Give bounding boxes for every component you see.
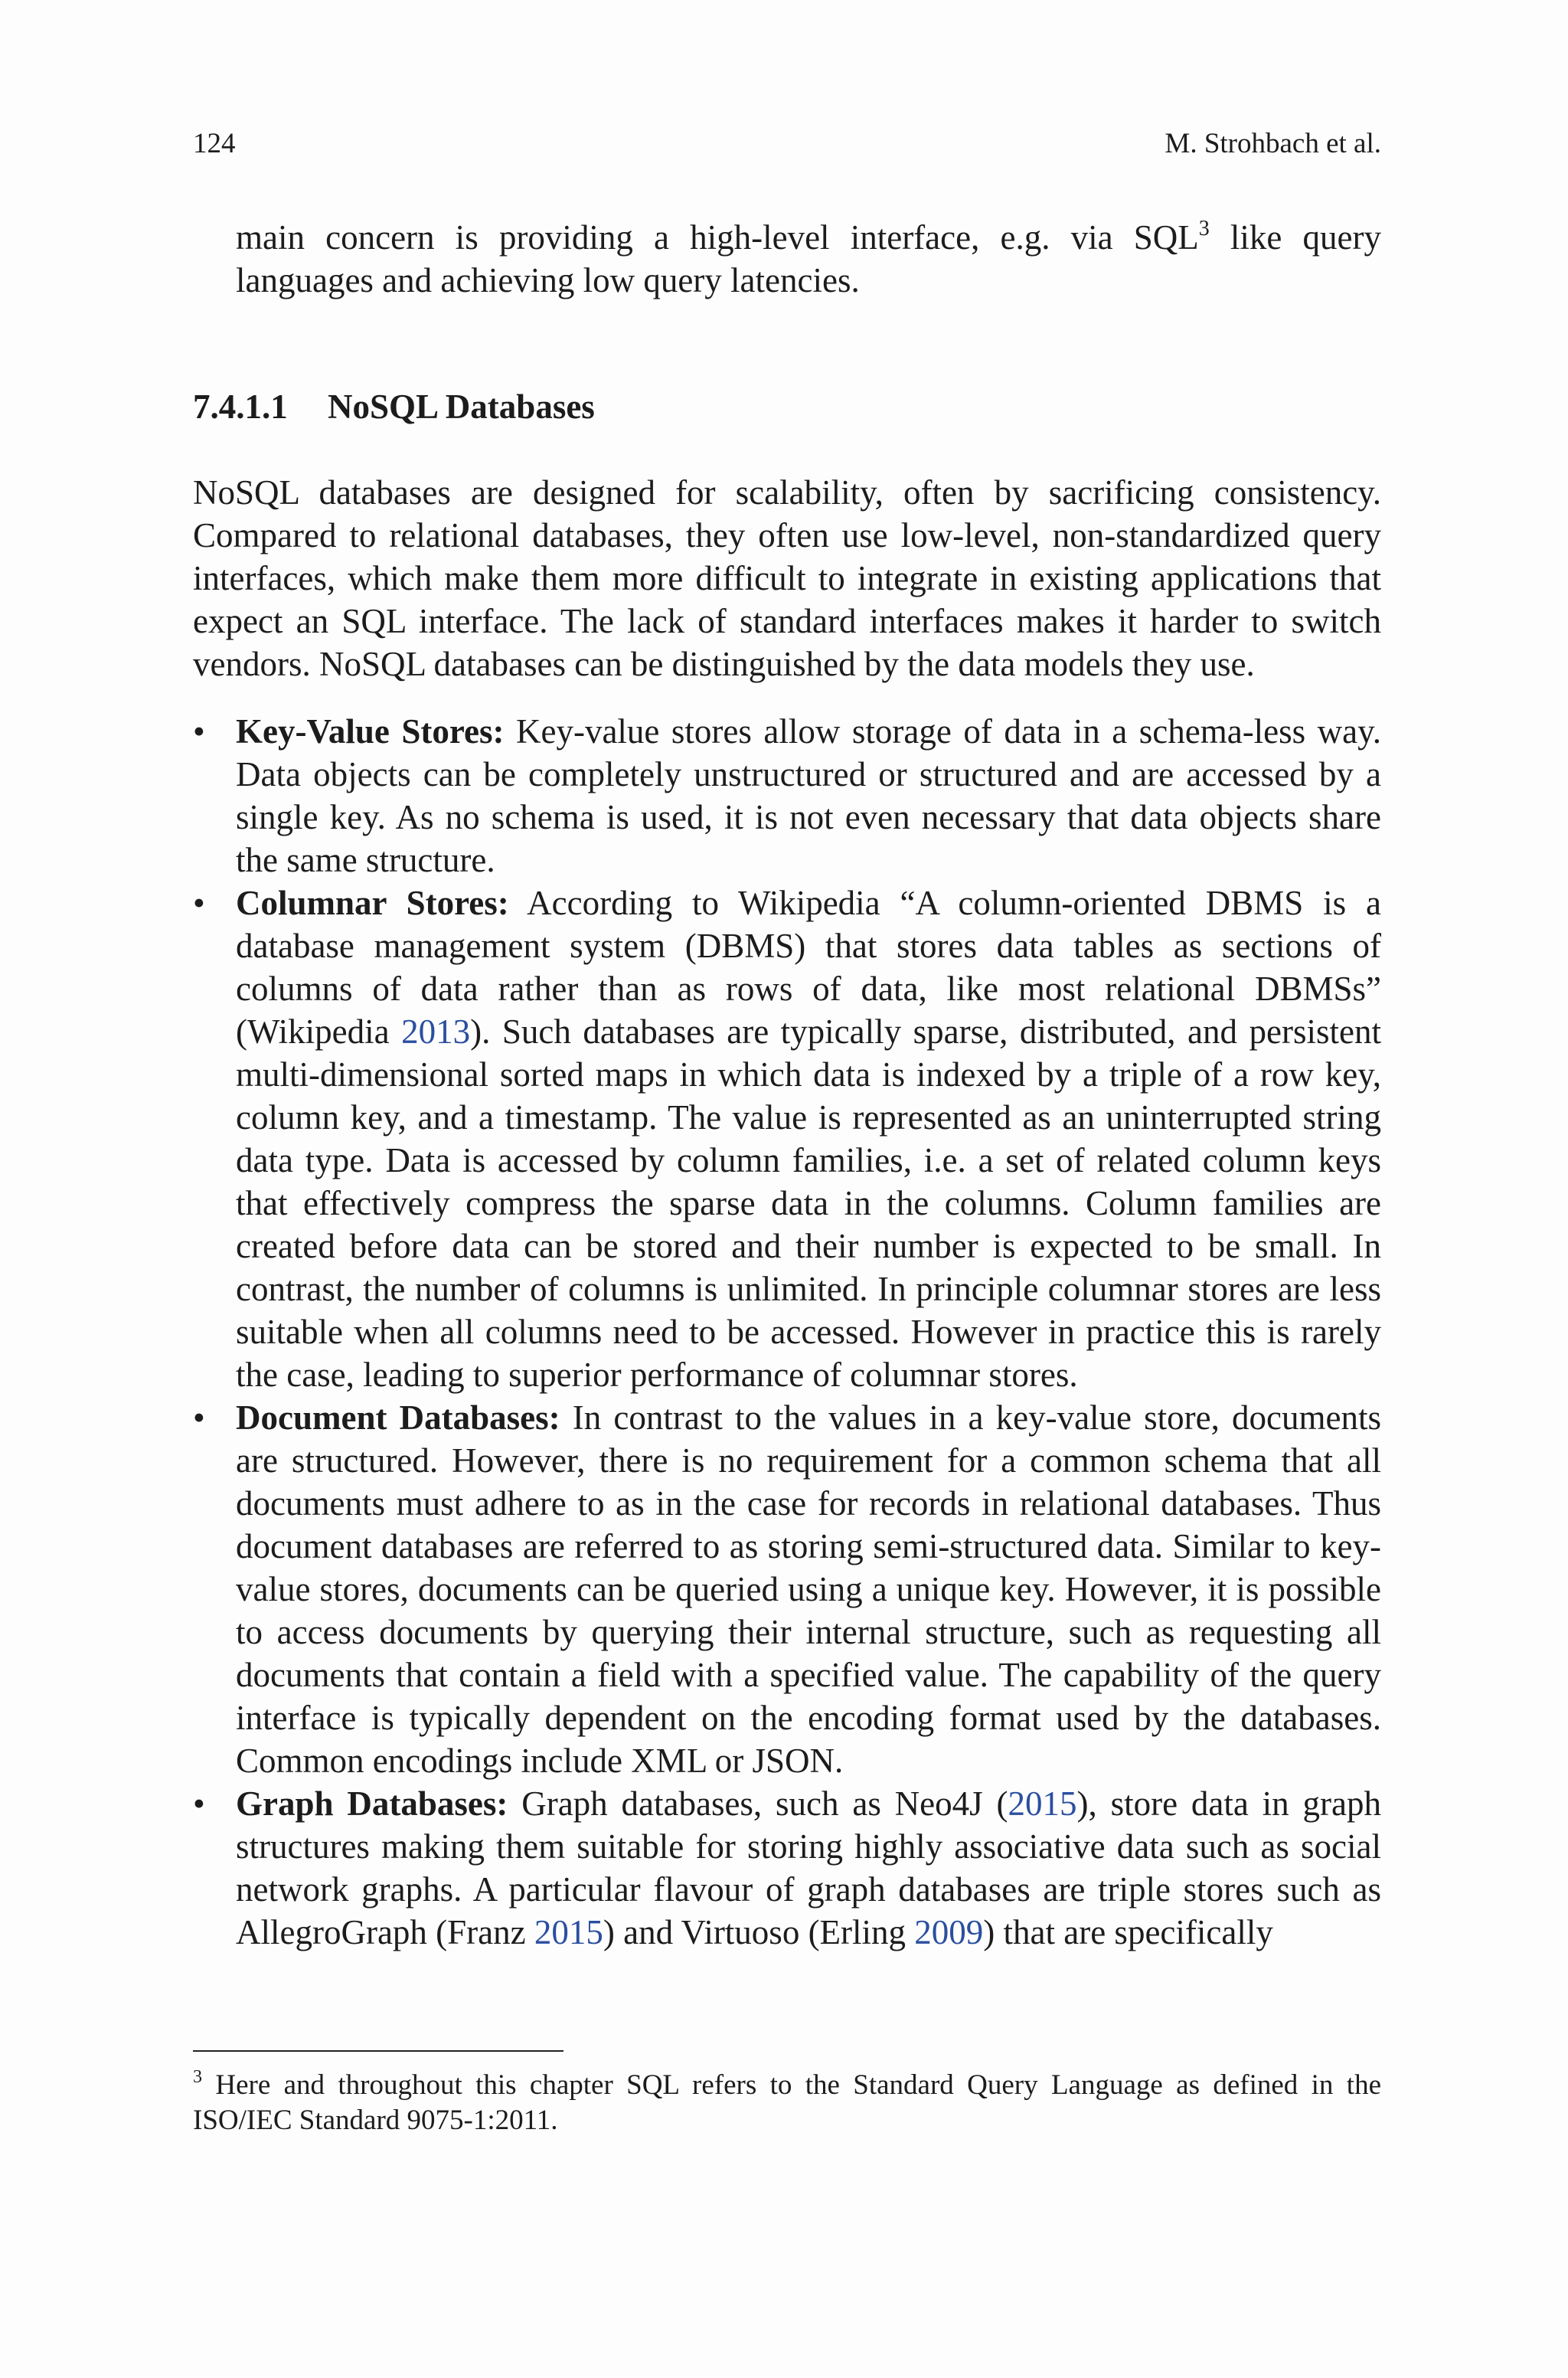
footnote-reference[interactable]: 3 [1198,217,1210,240]
section-heading [193,385,595,428]
running-head: M. Strohbach et al. [1165,128,1381,159]
list-item-key-value-stores [193,710,1381,882]
list-item-text: Key-value stores allow storage of data in a schema-less way. Data objects can be completely unstructured or structured and are accessed by a single key. As no schema is used, it is not even necessary that data objects share the same structure. [236,712,1381,879]
list-item-graph-databases [193,1782,1381,1954]
body-paragraph: NoSQL databases are designed for scalability, often by sacrificing consistency. Compared to relational databases, they often use low-level, non-standardized query interfaces, which make them more difficult to integrate in existing applications that expect an SQL interface. The lack of standard interfaces makes it harder to switch vendors. NoSQL databases can be distinguished by the data models they use. [193,473,1381,683]
bullet-marker: • [193,1784,205,1823]
term-graph-databases: Graph Databases: [236,1784,508,1823]
list-item-text: In contrast to the values in a key-value store, documents are structured. However, there is no requirement for a common schema that all documents must adhere to as in the case for records in relational databases. Thus document databases are referred to as storing semi-structured data. Similar to key-value stores, documents can be queried using a unique key. However, it is possible to access documents by querying their internal structure, such as requesting all documents that contain a field with a specified value. The capability of the query interface is typically dependent on the encoding format used by the databases. Common encodings include XML or JSON. [236,1398,1381,1780]
citation-link-neo4j[interactable]: 2015 [1008,1784,1077,1823]
section-title: NoSQL Databases [328,388,595,426]
term-columnar-stores: Columnar Stores: [236,884,509,922]
footnote-marker: 3 [193,2066,202,2087]
list-item-text: Graph databases, such as Neo4J ( [508,1784,1008,1823]
footnote-divider [193,2050,564,2052]
bullet-marker: • [193,712,205,751]
citation-link-erling[interactable]: 2009 [914,1913,984,1951]
bullet-marker: • [193,884,205,922]
list-item-text: ) and Virtuoso (Erling [603,1913,915,1951]
intro-text-after: like query languages and achieving low query latencies. [236,218,1381,299]
intro-paragraph [236,216,1381,302]
list-item-document-databases [193,1396,1381,1782]
data-model-list [193,710,1381,1954]
list-item-columnar-stores [193,882,1381,1396]
term-key-value-stores: Key-Value Stores: [236,712,505,751]
list-item-text: According to Wikipedia “A column-oriented DBMS is a database management system (DBMS) that stores data tables as sections of columns of data rather than as rows of data, like most relational DBMSs” (Wikipedia [236,884,1381,1051]
intro-text-before: main concern is providing a high-level interface, e.g. via SQL [236,218,1199,257]
footnote-text: Here and throughout this chapter SQL refers to the Standard Query Language as defined in the ISO/IEC Standard 9075-1:2011. [193,2069,1381,2136]
section-number: 7.4.1.1 [193,388,288,426]
citation-link-wikipedia[interactable]: 2013 [401,1012,471,1051]
list-item-text: ). Such databases are typically sparse, distributed, and persistent multi-dimensional sorted maps in which data is indexed by a triple of a row key, column key, and a timestamp. The value is represented as an uninterrupted string data type. Data is accessed by column families, i.e. a set of related column keys that effectively compress the sparse data in the columns. Column families are created before data can be stored and their number is expected to be small. In contrast, the number of columns is unlimited. In principle columnar stores are less suitable when all columns need to be accessed. However in practice this is rarely the case, leading to superior performance of columnar stores. [236,1012,1381,1394]
citation-link-franz[interactable]: 2015 [534,1913,603,1951]
page-number: 124 [193,128,236,159]
bullet-marker: • [193,1398,205,1437]
term-document-databases: Document Databases: [236,1398,560,1437]
list-item-text: ) that are specifically [983,1913,1273,1951]
footnote [193,2068,1381,2138]
list-item-text: ), store data in graph structures making them suitable for storing highly associative data such as social network graphs. A particular flavour of graph databases are triple stores such as AllegroGraph (Franz [236,1784,1381,1951]
